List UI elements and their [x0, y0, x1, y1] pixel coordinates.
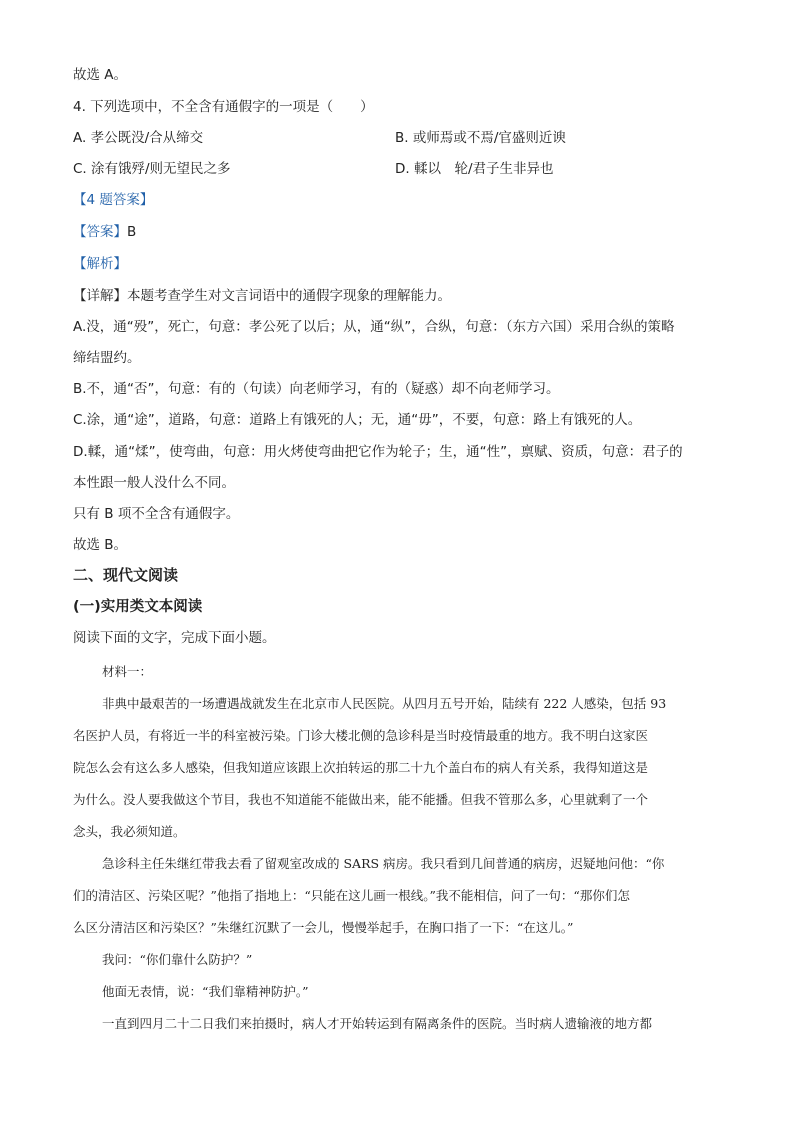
answer-tag: 【答案】: [73, 224, 127, 240]
material-line: 么区分清洁区和污染区？”朱继红沉默了一会儿，慢慢举起手，在胸口指了一下：“在这儿。”: [73, 920, 574, 935]
detail-intro: 本题考查学生对文言词语中的通假字现象的理解能力。: [127, 288, 451, 304]
material-line: 院怎么会有这么多人感染，但我知道应该跟上次拍转运的那二十九个盖白布的病人有关系，我得知道这是: [73, 760, 649, 775]
q4-section-tag: 【4 题答案】: [73, 192, 154, 208]
detail-tag: 【详解】: [73, 288, 127, 304]
answer-value: B: [127, 224, 137, 240]
material-label: 材料一：: [102, 664, 153, 679]
q4-analysis-tag: 【解析】: [73, 256, 127, 272]
q4-conclusion: 故选 B。: [73, 537, 128, 553]
q4-option-b: B. 或师焉或不焉/官盛则近谀: [395, 130, 566, 146]
q4-answer-line: [73, 223, 733, 241]
q4-option-d: D. 輮以 轮/君子生非异也: [395, 161, 554, 177]
explanation-line: D.輮，通“煣”，使弯曲，句意：用火烤使弯曲把它作为轮子；生，通“性”，禀赋、资质，句意：君子的: [73, 444, 683, 460]
explanation-line: C.涂，通“途”，道路，句意：道路上有饿死的人；无，通“毋”，不要，句意：路上有饿死的人。: [73, 412, 642, 428]
q4-detail-line: [73, 287, 733, 305]
explanation-line: 缔结盟约。: [73, 350, 141, 366]
subsection-title: (一)实用类文本阅读: [73, 599, 203, 615]
q4-option-a: A. 孝公既没/合从缔交: [73, 130, 204, 146]
section-title: 二、现代文阅读: [73, 566, 179, 584]
material-text: [73, 656, 723, 1040]
q4-option-c: C. 涂有饿殍/则无望民之多: [73, 161, 231, 177]
material-line: 们的清洁区、污染区呢？”他指了指地上：“只能在这儿画一根线。”我不能相信，问了一句：“那你们怎: [73, 888, 630, 903]
q4-stem: 4. 下列选项中，不全含有通假字的一项是（ ）: [73, 99, 374, 115]
explanation-line: B.不，通“否”，句意：有的（句读）向老师学习，有的（疑惑）却不向老师学习。: [73, 381, 560, 397]
material-line: 名医护人员，有将近一半的科室被污染。门诊大楼北侧的急诊科是当时疫情最重的地方。我不明白这家医: [73, 728, 649, 743]
explanation-line: 本性跟一般人没什么不同。: [73, 475, 235, 491]
material-line: 念头，我必须知道。: [73, 824, 186, 839]
material-line: 我问：“你们靠什么防护？”: [102, 952, 253, 967]
explanation-line: A.没，通“殁”，死亡，句意：孝公死了以后；从，通“纵”，合纵，句意：（东方六国）采用合纵的策略: [73, 319, 675, 335]
material-line: 一直到四月二十二日我们来拍摄时，病人才开始转运到有隔离条件的医院。当时病人遗输液的地方都: [102, 1016, 653, 1031]
q4-summary: 只有 B 项不全含有通假字。: [73, 506, 240, 522]
q3-conclusion: 故选 A。: [73, 67, 128, 83]
material-line: 急诊科主任朱继红带我去看了留观室改成的 SARS 病房。我只看到几间普通的病房，迟疑地问他：“你: [102, 856, 665, 871]
material-line: 为什么。没人要我做这个节目，我也不知道能不能做出来，能不能播。但我不管那么多，心里就剩了一个: [73, 792, 649, 807]
material-line: 他面无表情，说：“我们靠精神防护。”: [102, 984, 309, 999]
reading-instruction: 阅读下面的文字，完成下面小题。: [73, 630, 276, 646]
material-line: 非典中最艰苦的一场遭遇战就发生在北京市人民医院。从四月五号开始，陆续有 222 人感染，包括 93: [102, 696, 667, 711]
